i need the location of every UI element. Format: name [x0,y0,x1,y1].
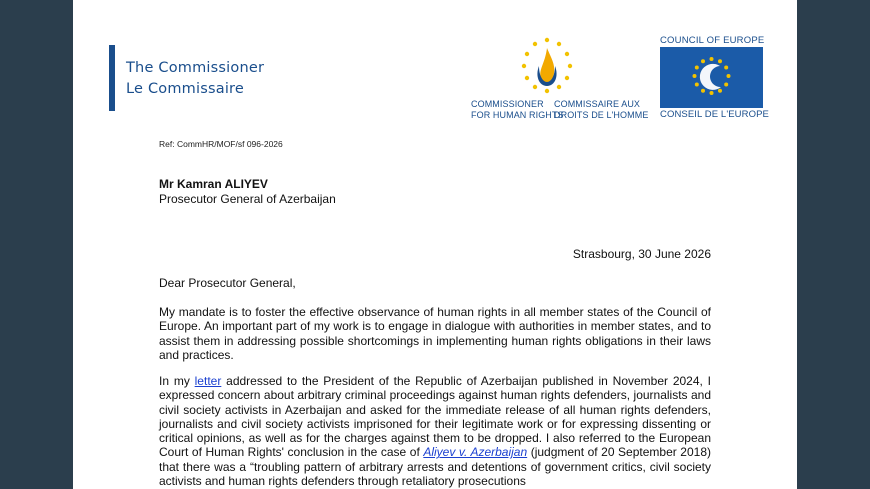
letter-page [73,0,797,489]
office-caption-en-line2: FOR HUMAN RIGHTS [471,110,564,120]
office-caption-fr-line1: COMMISSAIRE AUX [554,99,641,109]
paragraph-2-text-c: (judgment of 20 September 2018) that there was a “troubling pattern of arbitrary arrests and detentions of government critics, civil society activists and human rights defenders through retaliatory prosecutions [159,445,711,489]
aliyev-v-azerbaijan-link[interactable]: Aliyev v. Azerbaijan [423,445,528,460]
recipient-block [159,177,336,207]
reference-number: Ref: CommHR/MOF/sf 096-2026 [159,139,283,149]
commissioner-title-fr: Le Commissaire [126,81,245,97]
commissioner-title-en: The Commissioner [126,60,265,76]
recipient-title: Prosecutor General of Azerbaijan [159,192,336,206]
recipient-name: Mr Kamran ALIYEV [159,177,268,191]
commissioner-title [126,58,264,100]
place-and-date: Strasbourg, 30 June 2026 [572,247,711,261]
office-caption-en-line1: COMMISSIONER [471,99,544,109]
commissioner-flame-emblem-icon [515,36,579,96]
office-caption-fr-line2: DROITS DE L'HOMME [554,110,649,120]
header-accent-bar [109,45,115,111]
paragraph-2 [159,374,711,488]
paragraph-2-text-a: In my [159,374,195,388]
council-of-europe-logo-icon [660,47,763,108]
letter-link[interactable]: letter [194,374,222,388]
coe-name-fr: CONSEIL DE L'EUROPE [660,109,769,120]
office-caption-en [471,99,564,121]
paragraph-2-text-b: addressed to the President of the Republic of Azerbaijan published in November 2024, I expressed concern about arbitrary criminal proceedings against human rights defenders, journalists and civil society activists in Azerbaijan and asked for the immediate release of all human rights defenders, journalists and civil society activists imprisoned for their legitimate work or for expressing dissenting or critical opinions, as well as for the charges against them to be dropped. I also referred to the European Court of Human Rights' conclusion in the case of [159,374,712,460]
paragraph-1: My mandate is to foster the effective observance of human rights in all member states of the Council of Europe. An important part of my work is to engage in dialogue with authorities in member states, and to assist them in addressing possible shortcomings in implementing human rights obligations in their laws and practices. [159,305,711,362]
salutation: Dear Prosecutor General, [159,276,296,290]
office-caption-fr [554,99,648,121]
coe-name-en: COUNCIL OF EUROPE [660,35,765,46]
